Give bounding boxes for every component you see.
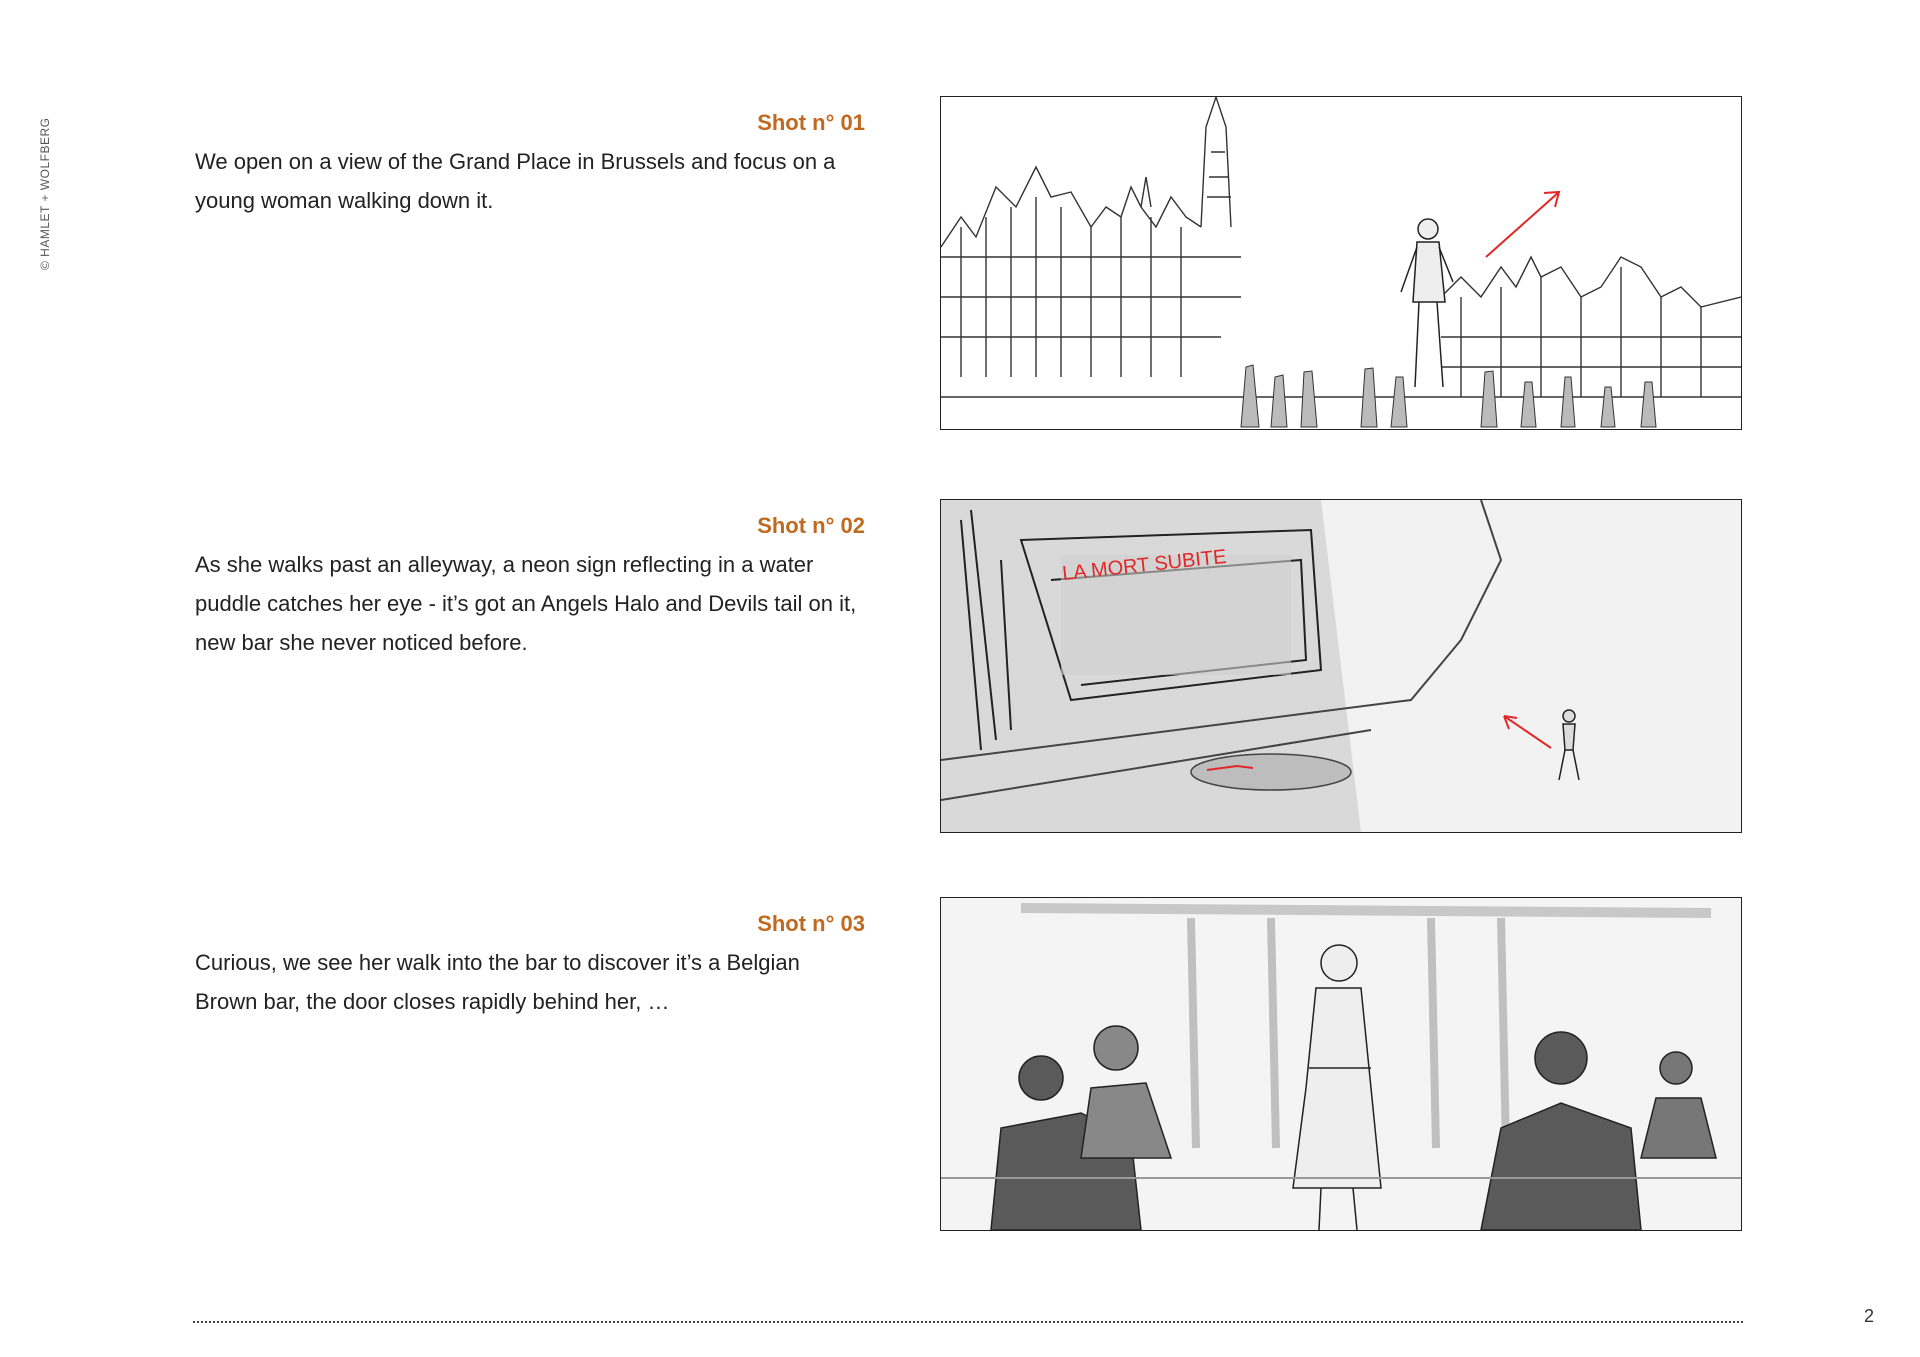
shot-02-title: Shot n° 02 bbox=[757, 513, 865, 538]
footer-divider bbox=[193, 1321, 1743, 1323]
shot-03 bbox=[0, 897, 1920, 1237]
shot-02-text bbox=[195, 499, 865, 662]
neon-sign-text: LA MORT SUBITE bbox=[1061, 545, 1228, 585]
shot-01-text bbox=[195, 96, 865, 220]
shot-01 bbox=[0, 96, 1920, 436]
shot-02-description: As she walks past an alleyway, a neon sign reflecting in a water puddle catches her eye - it’s got an Angels Halo and Devils tail on it, new bar she never noticed before. bbox=[195, 552, 857, 655]
page-number: 2 bbox=[1864, 1306, 1875, 1326]
shot-03-description: Curious, we see her walk into the bar to discover it’s a Belgian Brown bar, the door closes rapidly behind her, … bbox=[195, 950, 800, 1014]
alleyway-neon-sketch bbox=[941, 500, 1741, 832]
shot-01-description: We open on a view of the Grand Place in Brussels and focus on a young woman walking down it. bbox=[195, 149, 836, 213]
brown-bar-sketch bbox=[941, 898, 1741, 1230]
shot-02 bbox=[0, 499, 1920, 839]
shot-03-title: Shot n° 03 bbox=[757, 911, 865, 936]
shot-03-image bbox=[940, 897, 1742, 1231]
shot-03-text bbox=[195, 897, 865, 1021]
shot-02-image bbox=[940, 499, 1742, 833]
shot-01-image bbox=[940, 96, 1742, 430]
grand-place-sketch bbox=[941, 97, 1741, 429]
shot-01-title: Shot n° 01 bbox=[757, 110, 865, 135]
copyright-text: © HAMLET + WOLFBERG bbox=[38, 117, 52, 270]
